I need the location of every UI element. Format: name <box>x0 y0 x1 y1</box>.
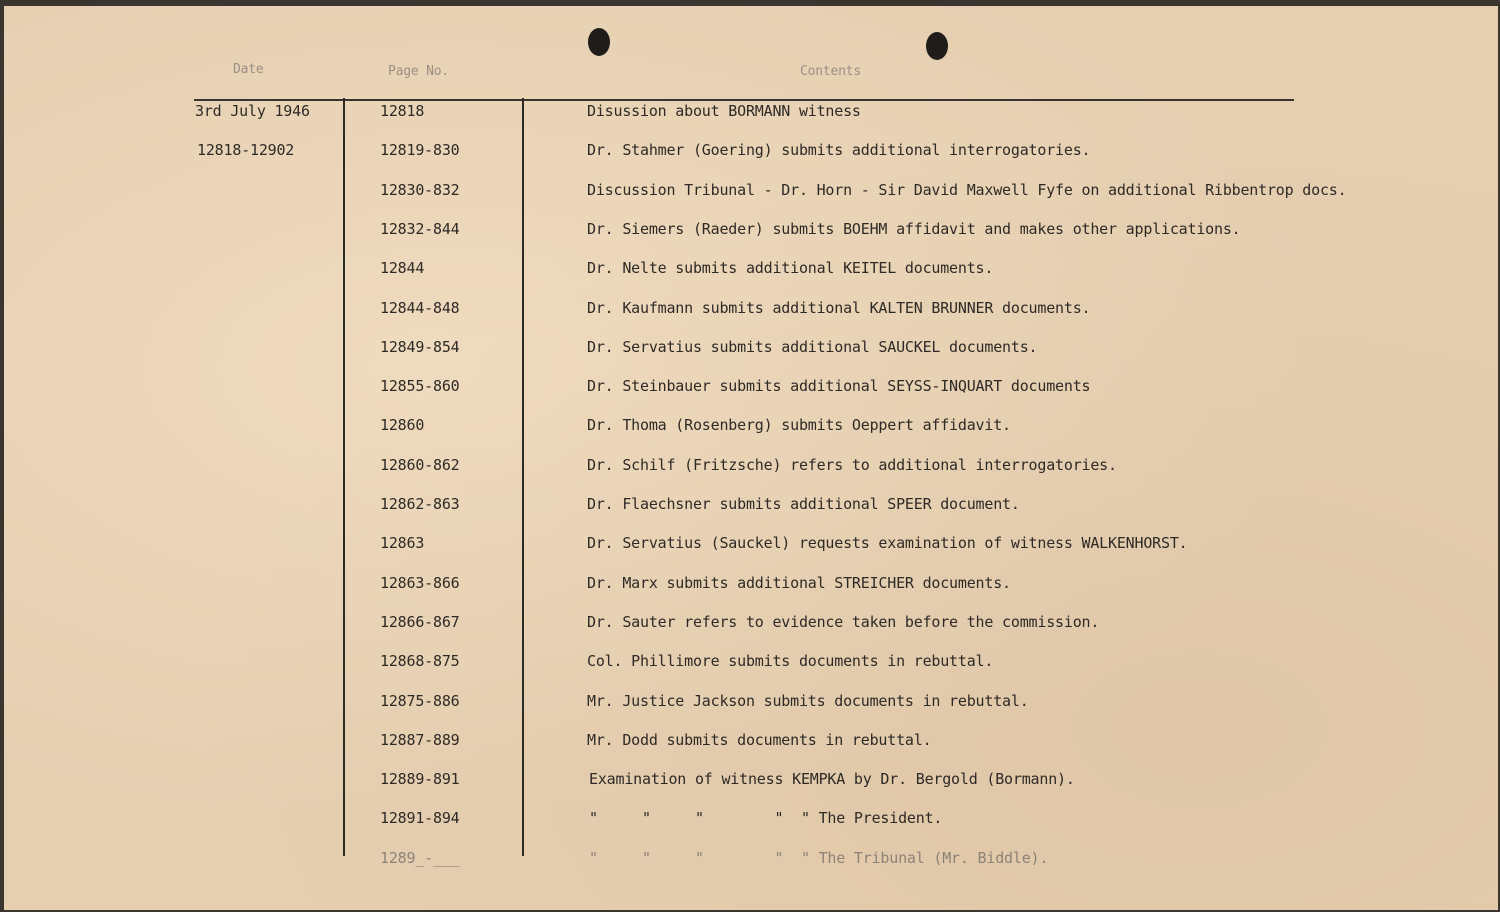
page-number-cell: 12832-844 <box>380 219 460 238</box>
page-number-cell: 12862-863 <box>380 495 460 513</box>
contents-cell: Mr. Justice Jackson submits documents in rebuttal. <box>587 691 1029 710</box>
page-number-cell: 12855-860 <box>380 377 460 396</box>
contents-cell: Disussion about BORMANN witness <box>587 102 861 120</box>
page-number-cell: 12860-862 <box>380 455 460 474</box>
header-page-no: Page No. <box>388 64 450 79</box>
contents-cell: Dr. Kaufmann submits additional KALTEN BRUNNER documents. <box>587 298 1091 317</box>
contents-cell: Col. Phillimore submits documents in rebuttal. <box>587 652 994 671</box>
page-number-cell: 12844 <box>380 259 425 278</box>
page-number-cell: 12830-832 <box>380 180 460 199</box>
page-number-cell: 12891-894 <box>380 809 460 828</box>
date-cell: 3rd July 1946 <box>195 102 310 120</box>
punch-hole <box>926 32 948 60</box>
contents-cell: Dr. Sauter refers to evidence taken before the commission. <box>587 612 1100 631</box>
header-contents: Contents <box>800 64 862 79</box>
contents-cell: Dr. Thoma (Rosenberg) submits Oeppert affidavit. <box>587 416 1011 435</box>
contents-cell: Dr. Steinbauer submits additional SEYSS-INQUART documents <box>587 377 1091 396</box>
page-number-cell: 12868-875 <box>380 652 460 671</box>
page-number-cell: 12889-891 <box>380 770 460 789</box>
contents-cell: Dr. Nelte submits additional KEITEL documents. <box>587 259 994 278</box>
page-number-cell: 12887-889 <box>380 730 460 749</box>
document-page <box>4 6 1498 910</box>
column-divider <box>343 98 345 856</box>
page-number-cell: 1289_-___ <box>380 848 460 867</box>
contents-cell: Dr. Stahmer (Goering) submits additional interrogatories. <box>587 141 1091 160</box>
page-number-cell: 12849-854 <box>380 337 460 356</box>
punch-hole <box>588 28 610 56</box>
page-number-cell: 12844-848 <box>380 298 460 317</box>
page-number-cell: 12863-866 <box>380 573 460 592</box>
page-number-cell: 12866-867 <box>380 612 460 631</box>
contents-cell: " " " " " The President. <box>589 809 943 828</box>
page-range-cell: 12818-12902 <box>197 141 295 159</box>
header-rule <box>194 99 1294 101</box>
contents-cell: Dr. Servatius (Sauckel) requests examination of witness WALKENHORST. <box>587 534 1188 553</box>
contents-cell: Mr. Dodd submits documents in rebuttal. <box>587 730 932 749</box>
page-number-cell: 12875-886 <box>380 691 460 710</box>
column-divider <box>522 98 524 856</box>
contents-cell: Dr. Flaechsner submits additional SPEER document. <box>587 495 1020 513</box>
contents-cell: Dr. Marx submits additional STREICHER documents. <box>587 573 1011 592</box>
page-number-cell: 12860 <box>380 416 425 435</box>
page-number-cell: 12819-830 <box>380 141 460 160</box>
contents-cell: Discussion Tribunal - Dr. Horn - Sir David Maxwell Fyfe on additional Ribbentrop docs. <box>587 180 1347 199</box>
contents-cell: Dr. Schilf (Fritzsche) refers to additional interrogatories. <box>587 455 1117 474</box>
page-number-cell: 12863 <box>380 534 425 553</box>
header-date: Date <box>233 62 264 77</box>
contents-cell: Examination of witness KEMPKA by Dr. Bergold (Bormann). <box>589 770 1075 789</box>
contents-cell: Dr. Servatius submits additional SAUCKEL documents. <box>587 337 1038 356</box>
contents-cell: " " " " " The Tribunal (Mr. Biddle). <box>589 848 1049 867</box>
page-number-cell: 12818 <box>380 102 425 120</box>
contents-cell: Dr. Siemers (Raeder) submits BOEHM affidavit and makes other applications. <box>587 219 1241 238</box>
